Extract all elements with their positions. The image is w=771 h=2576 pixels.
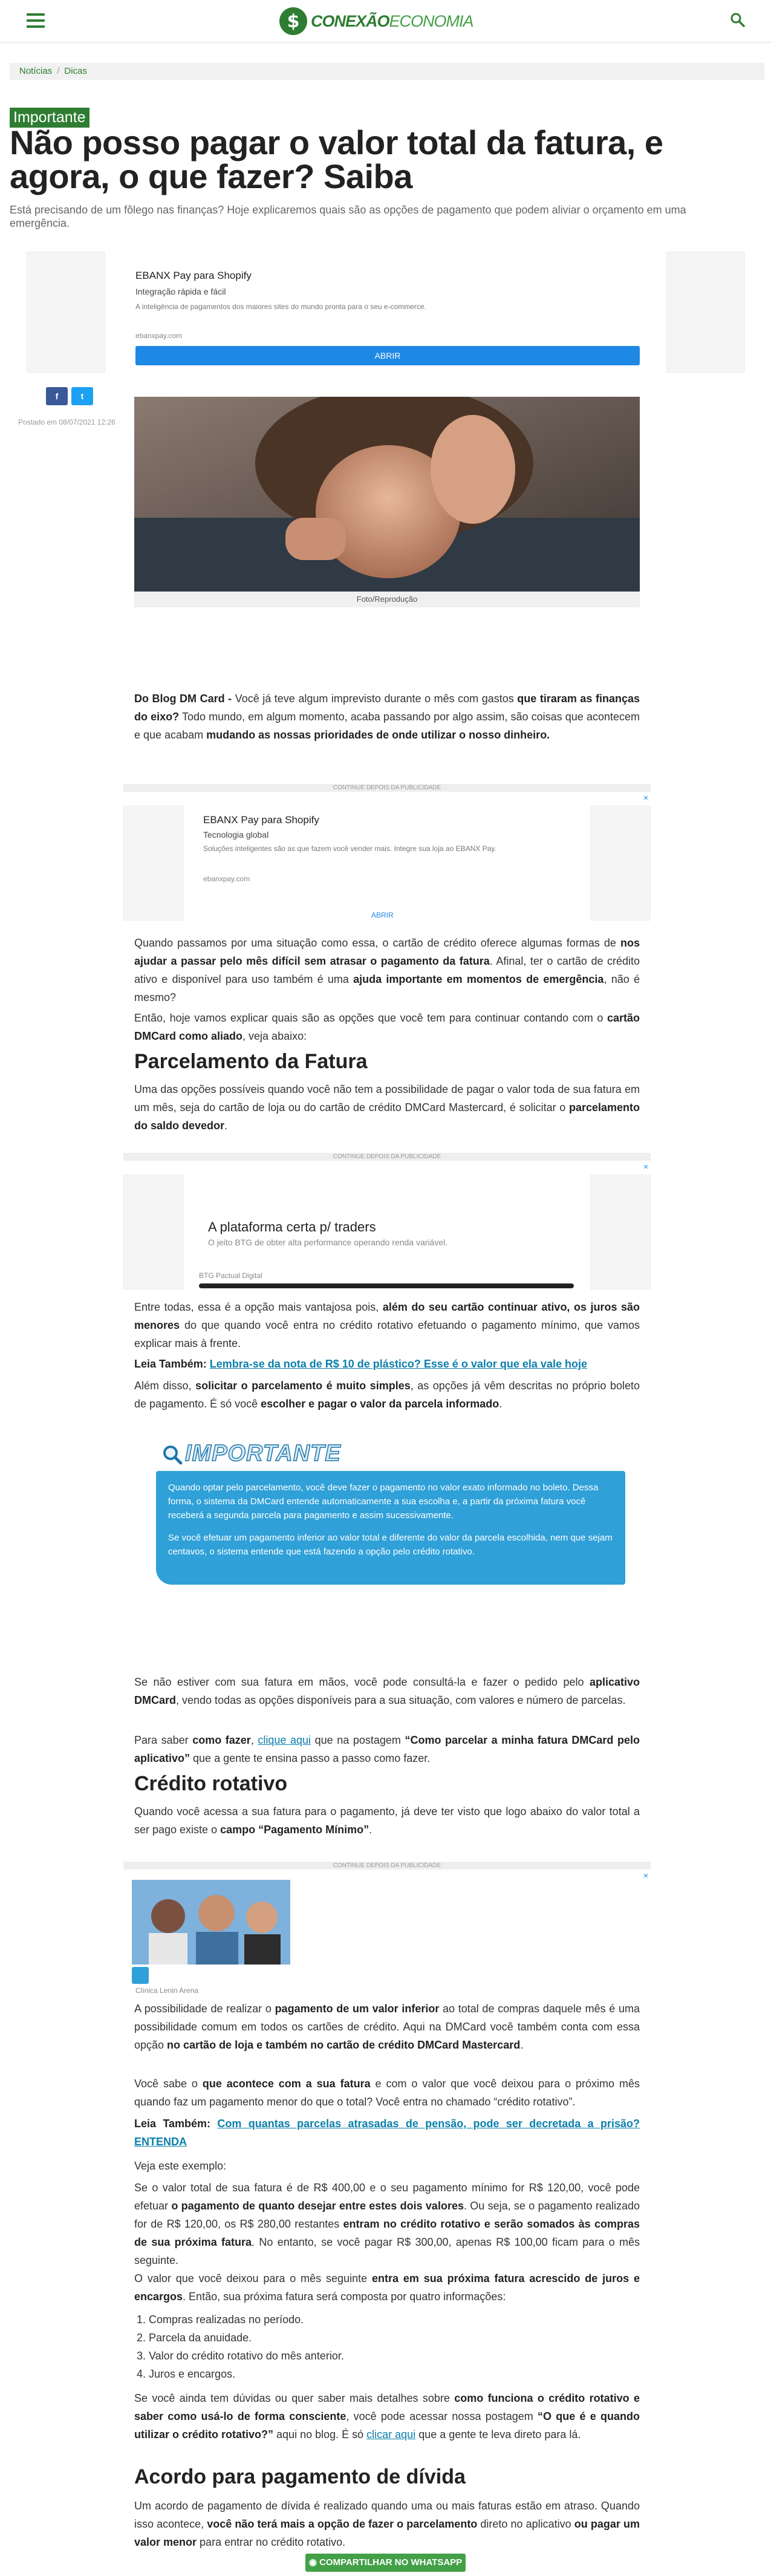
- ad-title: EBANX Pay para Shopify: [203, 814, 319, 826]
- ad-description: Soluções inteligentes são as que fazem você vender mais. Integre sua loja ao EBANX Pay.: [203, 844, 496, 853]
- ad-title: EBANX Pay para Shopify: [135, 270, 252, 281]
- ad-domain: ebanxpay.com: [135, 331, 183, 340]
- read-also-2: Leia Também: Com quantas parcelas atrasadas de pensão, pode ser decretada a prisão? ENTENDA: [134, 2118, 640, 2148]
- paragraph-6: Além disso, solicitar o parcelamento é muito simples, as opções já vêm descritas no próprio boleto de pagamento. É só você escolher e pagar o valor da parcela informado.: [134, 1380, 640, 1410]
- read-also-link-2[interactable]: Com quantas parcelas atrasadas de pensão, pode ser decretada a prisão? ENTENDA: [134, 2118, 640, 2148]
- list-item: 2. Parcela da anuidade.: [149, 2329, 640, 2347]
- paragraph-13: Se o valor total de sua fatura é de R$ 400,00 e o seu pagamento mínimo for R$ 120,00, você pode efetuar o pagamento de quanto desejar entre estes dois valores. Ou seja, se o pagamento realizado for de R$ 120,00, os R$ 280,00 restantes entram no crédito rotativo e serão somados às compras de sua próxima fatura. No entanto, se você pagar R$ 300,00, apenas R$ 100,00 ficam para o mês seguinte.: [134, 2182, 640, 2266]
- read-also-1: Leia Também: Lembra-se da nota de R$ 10 de plástico? Esse é o valor que ela vale hoje: [134, 1358, 587, 1370]
- search-icon[interactable]: [730, 12, 746, 28]
- paragraph-16: Um acordo de pagamento de dívida é realizado quando uma ou mais faturas estão em atraso. Quando isso acontece, você não terá mais a opção de fazer o parcelamento direto no aplicativo ou pagar um valor menor para entrar no crédito rotativo.: [134, 2500, 640, 2548]
- ad-image-right: [590, 806, 651, 921]
- composition-list: [134, 2310, 640, 2383]
- ad-domain: Clínica Lenin Arena: [135, 1986, 199, 1995]
- ad-image-right: [666, 252, 745, 373]
- facebook-share-button[interactable]: f: [46, 387, 68, 405]
- breadcrumb-item-noticias[interactable]: Notícias: [19, 66, 53, 76]
- read-also-link-1[interactable]: Lembra-se da nota de R$ 10 de plástico? Esse é o valor que ela vale hoje: [209, 1358, 587, 1370]
- ad-choices-icon[interactable]: ✕: [643, 1873, 649, 1880]
- ad-open-button[interactable]: ABRIR: [371, 911, 394, 919]
- list-item: 1. Compras realizadas no período.: [149, 2310, 640, 2329]
- ad-image-left: [123, 1175, 184, 1290]
- section-heading-rotativo: Crédito rotativo: [134, 1772, 288, 1795]
- paragraph-14: O valor que você deixou para o mês seguinte entra em sua próxima fatura acrescido de juros e encargos. Então, sua próxima fatura será composta por quatro informações:: [134, 2272, 640, 2303]
- whatsapp-icon: ◉: [308, 2557, 320, 2568]
- ad-banner-3[interactable]: [123, 1153, 651, 1292]
- menu-icon[interactable]: [27, 13, 45, 28]
- continue-label: CONTINUE DEPOIS DA PUBLICIDADE: [123, 784, 651, 792]
- ad-image-right: [590, 1175, 651, 1290]
- ad-subtitle: Tecnologia global: [203, 830, 269, 840]
- paragraph-1: Do Blog DM Card - Você já teve algum imprevisto durante o mês com gastos que tiraram as finanças do eixo? Todo mundo, em algum momento, acaba passando por algo assim, são coisas que acontecem e que acabam mudando as nossas prioridades de onde utilizar o nosso dinheiro.: [134, 693, 640, 741]
- list-item: 3. Valor do crédito rotativo do mês anterior.: [149, 2347, 640, 2365]
- article-subtitle: Está precisando de um fôlego nas finanças? Hoje explicaremos quais são as opções de pagamento que podem aliviar o orçamento em uma emergência.: [10, 204, 686, 229]
- dollar-logo-icon: $: [279, 7, 307, 35]
- ad-title: A plataforma certa p/ traders: [208, 1219, 376, 1234]
- photo-caption: Foto/Reprodução: [134, 592, 640, 607]
- paragraph-15: Se você ainda tem dúvidas ou quer saber mais detalhes sobre como funciona o crédito rotativo e saber como usá-lo de forma consciente, você pode acessar nossa postagem “O que é e quando utilizar o crédito rotativo?” aqui no blog. É só clicar aqui que a gente te leva direto para lá.: [134, 2392, 640, 2441]
- posted-date: Postado em 08/07/2021 12:26: [18, 418, 115, 426]
- whatsapp-share-button[interactable]: ◉ COMPARTILHAR NO WHATSAPP: [305, 2554, 466, 2572]
- category-badge[interactable]: Importante: [10, 108, 89, 128]
- ad-open-button[interactable]: ABRIR: [135, 346, 640, 365]
- continue-label: CONTINUE DEPOIS DA PUBLICIDADE: [123, 1862, 651, 1870]
- click-here-link-2[interactable]: clicar aqui: [366, 2428, 416, 2441]
- page-title: Não posso pagar o valor total da fatura, e agora, o que fazer? Saiba: [10, 123, 663, 195]
- section-heading-parcelamento: Parcelamento da Fatura: [134, 1050, 368, 1073]
- breadcrumb-item-dicas[interactable]: Dicas: [64, 66, 87, 76]
- importante-text-1: Quando optar pelo parcelamento, você deve fazer o pagamento no valor exato informado no boleto. Dessa forma, o sistema da DMCard entende automaticamente a sua escolha e, a partir da próxima fatura você receberá a segunda parcela para pagamento e assim sucessivamente.: [168, 1482, 599, 1521]
- click-here-link-1[interactable]: clique aqui: [258, 1734, 311, 1746]
- paragraph-8: Para saber como fazer, clique aqui que na postagem “Como parcelar a minha fatura DMCard pelo aplicativo” que a gente te ensina passo a passo como fazer.: [134, 1734, 640, 1764]
- breadcrumb: Notícias / Dicas: [10, 63, 764, 80]
- ad-banner-1[interactable]: [27, 252, 745, 376]
- ad-banner-2[interactable]: [123, 784, 651, 923]
- ad-progress-bar: [199, 1283, 574, 1288]
- importante-text-2: Se você efetuar um pagamento inferior ao valor total e diferente do valor da parcela escolhida, nem que sejam centavos, o sistema entende que está fazendo a opção pelo crédito rotativo.: [168, 1533, 613, 1557]
- list-item: 4. Juros e encargos.: [149, 2365, 640, 2383]
- ad-domain: ebanxpay.com: [203, 875, 250, 883]
- ad-domain: BTG Pactual Digital: [199, 1271, 262, 1280]
- ad-subtitle: O jeito BTG de obter alta performance operando renda variável.: [208, 1237, 448, 1247]
- site-header: [0, 0, 771, 42]
- article-photo: [134, 397, 640, 592]
- continue-label: CONTINUE DEPOIS DA PUBLICIDADE: [123, 1153, 651, 1161]
- paragraph-11: Você sabe o que acontece com a sua fatura e com o valor que você deixou para o próximo mês quando faz um pagamento menor do que o total? Você entra no chamado “crédito rotativo”.: [134, 2078, 640, 2108]
- paragraph-10: A possibilidade de realizar o pagamento de um valor inferior ao total de compras daquele mês é uma possibilidade comum em todos os cartões de crédito. Aqui na DMCard você também conta com essa opção no cartão de loja e também no cartão de crédito DMCard Mastercard.: [134, 2003, 640, 2051]
- paragraph-12: Veja este exemplo:: [134, 2160, 227, 2172]
- importante-title: IMPORTANTE: [185, 1441, 341, 1466]
- ad-image: [132, 1880, 290, 1965]
- ad-app-icon: [132, 1967, 149, 1984]
- paragraph-7: Se não estiver com sua fatura em mãos, você pode consultá-la e fazer o pedido pelo aplicativo DMCard, vendo todas as opções disponíveis para a sua situação, com valores e número de parcelas.: [134, 1676, 640, 1706]
- ad-image-left: [27, 252, 105, 373]
- paragraph-9: Quando você acessa a sua fatura para o pagamento, já deve ter visto que logo abaixo do valor total a ser pago existe o campo “Pagamento Mínimo”.: [134, 1805, 640, 1836]
- magnifier-icon: [162, 1444, 183, 1465]
- site-logo[interactable]: [279, 6, 473, 36]
- paragraph-3: Então, hoje vamos explicar quais são as opções que você tem para continuar contando com o cartão DMCard como aliado, veja abaixo:: [134, 1012, 640, 1042]
- ad-banner-4[interactable]: [123, 1862, 651, 1996]
- importante-box: [156, 1471, 625, 1585]
- ad-choices-icon[interactable]: ✕: [643, 1164, 649, 1171]
- ad-choices-icon[interactable]: ✕: [643, 795, 649, 802]
- ad-description: A inteligência de pagamentos dos maiores sites do mundo pronta para o seu e-commerce.: [135, 302, 426, 311]
- section-heading-acordo: Acordo para pagamento de dívida: [134, 2465, 466, 2488]
- logo-text: CONEXÃOECONOMIA: [311, 11, 473, 30]
- ad-image-left: [123, 806, 184, 921]
- paragraph-5: Entre todas, essa é a opção mais vantajosa pois, além do seu cartão continuar ativo, os juros são menores do que quando você entra no crédito rotativo efetuando o pagamento mínimo, que vamos explicar mais à frente.: [134, 1301, 640, 1349]
- paragraph-2: Quando passamos por uma situação como essa, o cartão de crédito oferece algumas formas de nos ajudar a passar pelo mês difícil sem atrasar o pagamento da fatura. Afinal, ter o cartão de crédito ativo e disponível para uso também é uma ajuda importante em momentos de emergência, não é mesmo?: [134, 937, 640, 1003]
- twitter-share-button[interactable]: t: [71, 387, 93, 405]
- ad-subtitle: Integração rápida e fácil: [135, 287, 226, 296]
- paragraph-4: Uma das opções possíveis quando você não tem a possibilidade de pagar o valor toda de sua fatura em um mês, seja do cartão de loja ou do cartão de crédito DMCard Mastercard, é solicitar o parcelamento do saldo devedor.: [134, 1083, 640, 1132]
